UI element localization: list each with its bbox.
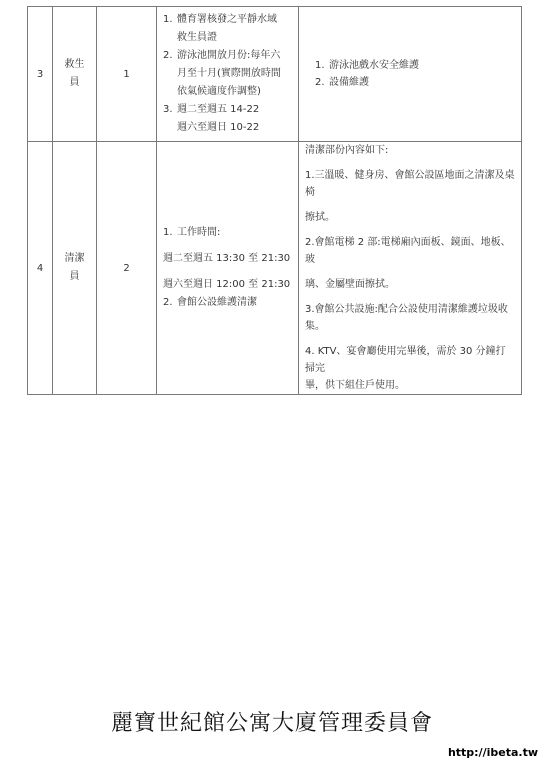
- list-item: 1. 工作時間:: [163, 227, 221, 238]
- work-hours-weekend: 週六至週日 12:00 至 21:30: [163, 279, 291, 290]
- table-row: [28, 7, 522, 142]
- job-conditions: [157, 142, 299, 395]
- duty-paragraph: 2.會館電梯 2 部:電梯廂內面板、鏡面、地板、玻 璃、金屬壁面擦拭。: [305, 237, 511, 290]
- list-item: 3. 週二至週五 14-22 週六至週日 10-22: [163, 104, 260, 133]
- row-number: 4: [28, 142, 53, 395]
- job-duties: [299, 7, 522, 142]
- list-item: 2. 設備維護: [315, 77, 369, 88]
- organization-name: 麗寶世紀館公寓大廈管理委員會: [110, 711, 433, 736]
- job-title: 清潔 員: [53, 142, 97, 395]
- list-item: 1. 體育署核發之平靜水域 救生員證: [163, 14, 277, 43]
- list-item: 2. 會館公設維護清潔: [163, 297, 257, 308]
- row-number: 3: [28, 7, 53, 142]
- list-item: 2. 游泳池開放月份:每年六 月至十月(實際開放時間 依氣候適度作調整): [163, 50, 281, 97]
- list-item: 1. 游泳池戲水安全維護: [315, 60, 419, 71]
- duty-paragraph: 4. KTV、宴會廳使用完畢後，需於 30 分鐘打掃完 畢，供下組住戶使用。: [305, 346, 506, 391]
- job-duties: [299, 142, 522, 395]
- job-title: 救生 員: [53, 7, 97, 142]
- headcount: 2: [97, 142, 157, 395]
- work-hours-weekday: 週二至週五 13:30 至 21:30: [163, 253, 291, 264]
- job-conditions: [157, 7, 299, 142]
- headcount: 1: [97, 7, 157, 142]
- watermark: http://ibeta.tw: [447, 746, 538, 759]
- duty-paragraph: 3.會館公共設施:配合公設使用清潔維護垃圾收集。: [305, 304, 508, 332]
- duties-intro: 清潔部份內容如下:: [305, 145, 389, 156]
- job-table: [27, 6, 522, 395]
- table-row: [28, 142, 522, 395]
- duty-paragraph: 1.三溫暖、健身房、會館公設區地面之清潔及桌椅 擦拭。: [305, 170, 515, 223]
